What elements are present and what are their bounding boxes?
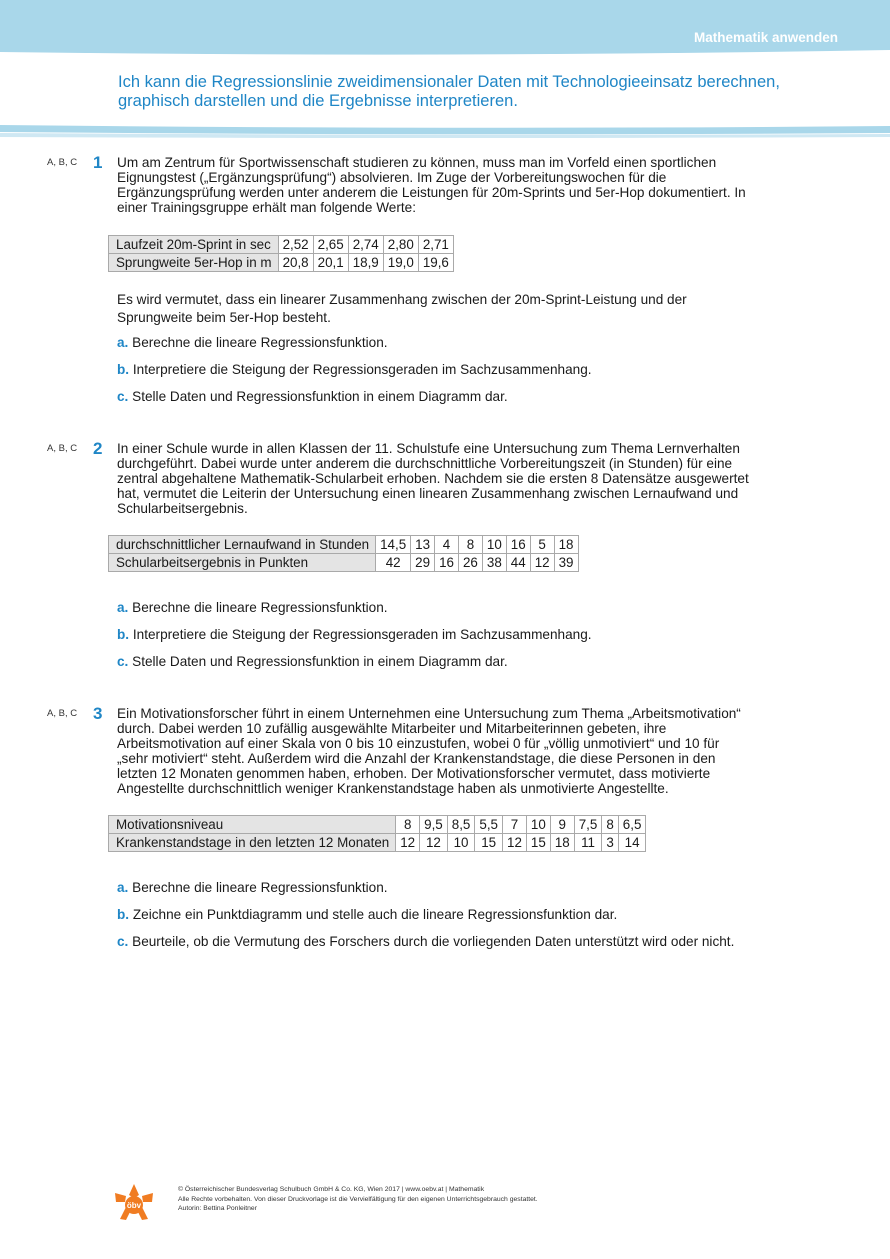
table-row: Motivationsniveau 8 9,5 8,5 5,5 7 10 9 7,5 8 6,5 <box>109 816 646 834</box>
table-row: Laufzeit 20m-Sprint in sec 2,52 2,65 2,74 2,80 2,71 <box>109 236 454 254</box>
subtask-a: a. Berechne die lineare Regressionsfunktion. <box>117 335 388 350</box>
data-table <box>108 235 454 272</box>
data-table <box>108 815 646 852</box>
table-row: Schularbeitsergebnis in Punkten 42 29 16 26 38 44 12 39 <box>109 554 579 572</box>
task-number: 2 <box>93 439 103 458</box>
task-intro: In einer Schule wurde in allen Klassen der 11. Schulstufe eine Untersuchung zum Thema Lernverhalten durchgeführt. Dabei wurde unter anderem die durchschnittliche Vorbereitungszeit (in Stunden) für eine zentral abgehaltene Mathematik-Schularbeit erhoben. Nachdem sie die ersten 8 Datensätze ausgewertet hat, vermutet die Leiterin der Untersuchung einen linearen Zusammenhang zwischen Lernaufwand und Schularbeitsergebnis. <box>117 441 749 516</box>
task-number: 3 <box>93 704 103 723</box>
task-note: Es wird vermutet, dass ein linearer Zusammenhang zwischen der 20m-Sprint-Leistung und der Sprungweite beim 5er-Hop besteht. <box>117 292 687 325</box>
competence-levels: A, B, C <box>47 708 78 719</box>
separator-stripe <box>0 124 890 140</box>
footer-copyright: © Österreichischer Bundesverlag Schulbuch GmbH & Co. KG, Wien 2017 | www.oebv.at | Mathematik Alle Rechte vorbehalten. Von dieser Druckvorlage ist die Vervielfältigung für den eigenen Unterrichtsgebrauch gestattet. Autorin: Bettina Ponleitner <box>178 1186 538 1212</box>
subtask-a: a. Berechne die lineare Regressionsfunktion. <box>117 880 388 895</box>
subtask-c: c. Stelle Daten und Regressionsfunktion in einem Diagramm dar. <box>117 654 508 669</box>
subtask-b: b. Interpretiere die Steigung der Regressionsgeraden im Sachzusammenhang. <box>117 627 592 642</box>
competence-levels: A, B, C <box>47 157 78 168</box>
table-row: durchschnittlicher Lernaufwand in Stunden 14,5 13 4 8 10 16 5 18 <box>109 536 579 554</box>
task-intro: Ein Motivationsforscher führt in einem Unternehmen eine Untersuchung zum Thema „Arbeitsmotivation“ durch. Dabei werden 10 zufällig ausgewählte Mitarbeiter und Mitarbeiterinnen gebeten, ihre Arbeitsmotivation auf einer Skala von 0 bis 10 einzustufen, wobei 0 für „völlig unmotiviert“ und 10 für „sehr motiviert“ steht. Außerdem wird die Anzahl der Krankenstandstage, die diese Personen in den letzten 12 Monaten genommen haben, erhoben. Der Motivationsforscher vermutet, dass motivierte Angestellte durchschnittlich weniger Krankenstandstage haben als unmotivierte Angestellte. <box>117 706 741 796</box>
subtask-a: a. Berechne die lineare Regressionsfunktion. <box>117 600 388 615</box>
section-title: Mathematik anwenden <box>693 30 838 45</box>
svg-text:öbv: öbv <box>126 1201 142 1210</box>
competence-levels: A, B, C <box>47 443 78 454</box>
task-intro: Um am Zentrum für Sportwissenschaft studieren zu können, muss man im Vorfeld einen sportlichen Eignungstest („Ergänzungsprüfung“) absolvieren. Im Zuge der Vorbereitungswochen für die Ergänzungsprüfung werden unter anderem die Leistungen für 20m-Sprints und 5er-Hop dokumentiert. In einer Trainingsgruppe erhält man folgende Werte: <box>117 155 746 215</box>
learning-goal: Ich kann die Regressionslinie zweidimensionaler Daten mit Technologieeinsatz berechnen, graphisch darstellen und die Ergebnisse interpretieren. <box>118 73 780 110</box>
subtask-c: c. Stelle Daten und Regressionsfunktion in einem Diagramm dar. <box>117 389 508 404</box>
table-row: Krankenstandstage in den letzten 12 Monaten 12 12 10 15 12 15 18 11 3 14 <box>109 834 646 852</box>
subtask-b: b. Zeichne ein Punktdiagramm und stelle auch die lineare Regressionsfunktion dar. <box>117 907 618 922</box>
task-number: 1 <box>93 153 103 172</box>
publisher-logo <box>112 1183 156 1221</box>
subtask-b: b. Interpretiere die Steigung der Regressionsgeraden im Sachzusammenhang. <box>117 362 592 377</box>
subtask-c: c. Beurteile, ob die Vermutung des Forschers durch die vorliegenden Daten unterstützt wird oder nicht. <box>117 934 735 949</box>
table-row: Sprungweite 5er-Hop in m 20,8 20,1 18,9 19,0 19,6 <box>109 254 454 272</box>
data-table <box>108 535 579 572</box>
